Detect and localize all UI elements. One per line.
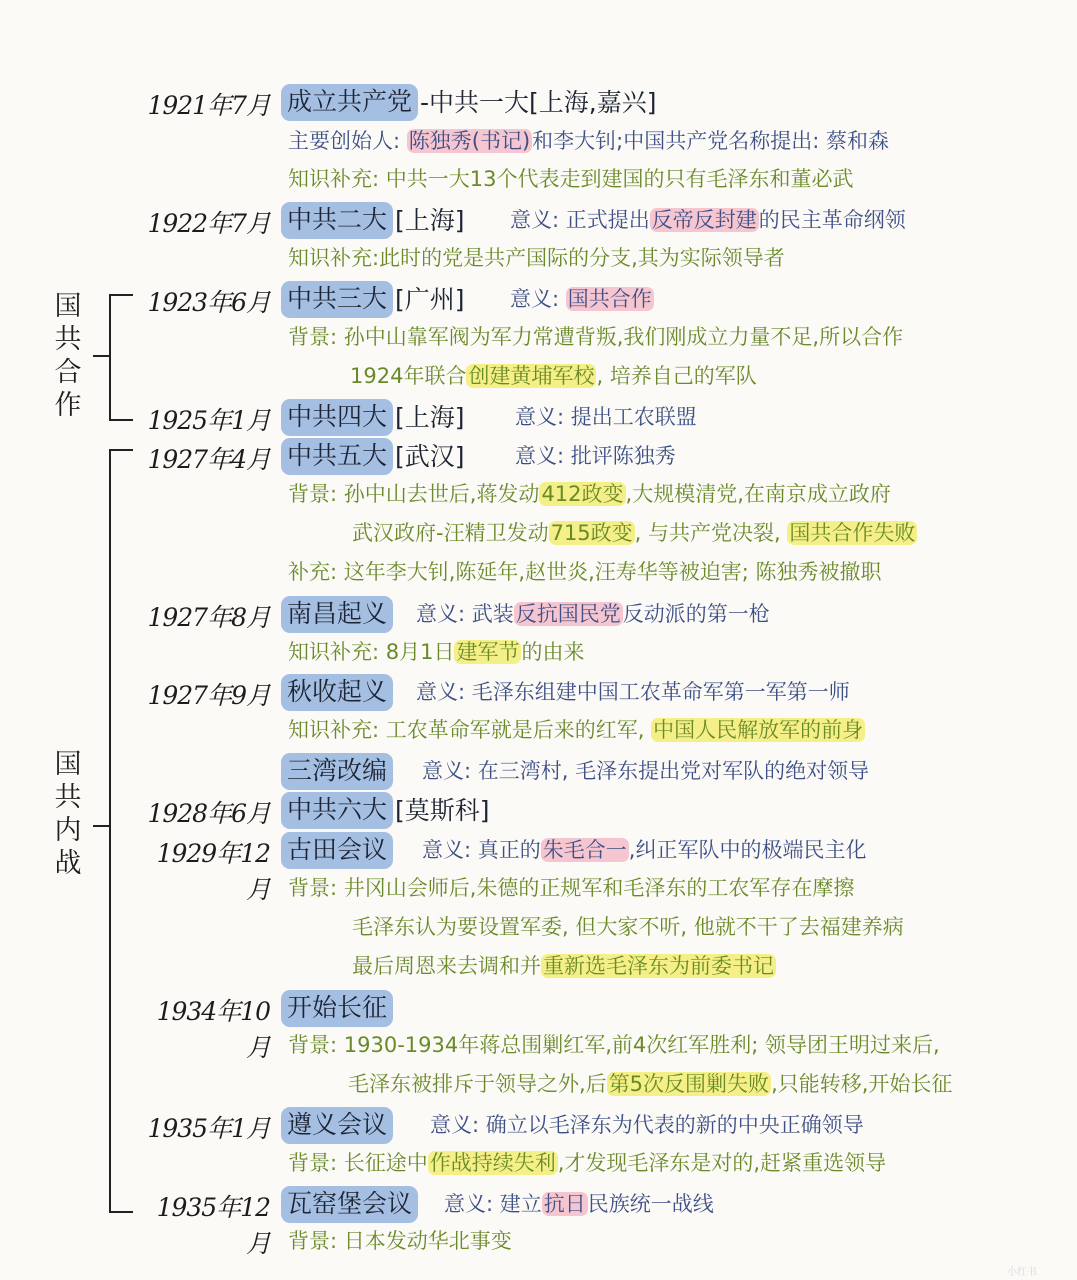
highlight-text: 朱毛合一 (542, 838, 627, 862)
event-location: -中共一大[上海,嘉兴] (420, 88, 657, 117)
entry-date: 1927年8月 (147, 603, 270, 632)
note-text: 知识补充: 8月1日 (288, 640, 455, 664)
event-tag (281, 399, 393, 436)
event-title: 中共三大 (287, 284, 388, 313)
event-meaning (422, 835, 866, 865)
meaning-text: 意义: 批评陈独秀 (515, 444, 676, 468)
highlight-text: 中国人民解放军的前身 (653, 718, 864, 742)
meaning-text: 意义: 建立 (444, 1192, 542, 1216)
note-line (288, 1030, 940, 1060)
meaning-text: 意义: 正式提出 (510, 208, 650, 232)
event-location: [上海] (395, 206, 465, 235)
group-bracket-tick (93, 355, 110, 357)
event-title: 中共四大 (287, 402, 388, 431)
note-text: 背景: 孙中山靠军阀为军力常遭背叛,我们刚成立力量不足,所以合作 (288, 325, 904, 349)
note-line (288, 322, 903, 352)
event-meaning (430, 1110, 864, 1140)
event-meaning (416, 677, 850, 707)
event-meaning (515, 441, 676, 471)
entry-date: 1925年1月 (147, 406, 270, 435)
event-meaning (515, 402, 697, 432)
highlight-text: 反抗国民党 (515, 602, 621, 626)
event-meaning (422, 756, 869, 786)
note-line (348, 1069, 952, 1099)
entry-date: 1935年1月 (147, 1114, 270, 1143)
meaning-text: 意义: 在三湾村, 毛泽东提出党对军队的绝对领导 (422, 759, 870, 783)
group-bracket-civil-war (109, 449, 133, 1213)
event-title: 秋收起义 (287, 677, 388, 706)
note-text: 知识补充: 工农革命军就是后来的红军, (288, 718, 652, 742)
meaning-text: 意义: 武装 (416, 602, 514, 626)
note-text: ,大规模清党,在南京成立政府 (625, 482, 891, 506)
meaning-text: 意义: 毛泽东组建中国工农革命军第一军第一师 (416, 680, 850, 704)
note-text: 1924年联合 (350, 364, 467, 388)
note-line (288, 1226, 512, 1256)
note-text: 最后周恩来去调和并 (352, 954, 541, 978)
event-tag (281, 792, 393, 829)
group-bracket-tick (93, 825, 110, 827)
watermark: 小红书 (1007, 1267, 1037, 1278)
note-line (288, 637, 584, 667)
entry-date: 1927年9月 (147, 681, 270, 710)
note-text: 补充: 这年李大钊,陈延年,赵世炎,汪寿华等被迫害; 陈独秀被撤职 (288, 560, 882, 584)
event-title: 古田会议 (287, 835, 388, 864)
event-title: 中共五大 (287, 441, 388, 470)
note-text: 主要创始人: (288, 129, 407, 153)
event-meaning (510, 205, 906, 235)
event-title: 开始长征 (287, 993, 388, 1022)
note-text: 武汉政府-汪精卫发动 (352, 521, 549, 545)
meaning-text: 意义: 提出工农联盟 (515, 405, 697, 429)
note-line (288, 1148, 886, 1178)
note-text: 知识补充:此时的党是共产国际的分支,其为实际领导者 (288, 246, 785, 270)
note-line (288, 873, 854, 903)
note-line (288, 479, 891, 509)
event-location: [广州] (395, 285, 465, 314)
meaning-text: 意义: 真正的 (422, 838, 541, 862)
note-text: , 培养自己的军队 (596, 364, 757, 388)
note-text: 毛泽东被排斥于领导之外,后 (348, 1072, 607, 1096)
event-location: [上海] (395, 403, 465, 432)
note-line (352, 951, 776, 981)
event-tag (281, 753, 393, 790)
detail-line (288, 126, 889, 156)
event-title: 南昌起义 (287, 599, 388, 628)
note-text: ,只能转移,开始长征 (771, 1072, 953, 1096)
group-label-cooperation: 国共合作 (54, 291, 82, 421)
event-title: 成立共产党 (287, 87, 413, 116)
event-title: 中共二大 (287, 205, 388, 234)
note-text: 毛泽东认为要设置军委, 但大家不听, 他就不干了去福建养病 (352, 915, 904, 939)
note-text: 知识补充: 中共一大13个代表走到建国的只有毛泽东和董必武 (288, 167, 854, 191)
highlight-text: 陈独秀(书记) (408, 129, 531, 153)
highlight-text: 715政变 (550, 521, 633, 545)
highlight-text: 创建黄埔军校 (468, 364, 595, 388)
note-line (288, 557, 882, 587)
event-meaning (510, 284, 654, 314)
highlight-text: 抗日 (543, 1192, 586, 1216)
note-text: 背景: 井冈山会师后,朱德的正规军和毛泽东的工农军存在摩擦 (288, 876, 855, 900)
note-line (350, 361, 757, 391)
note-line (352, 518, 917, 548)
highlight-text: 国共合作失败 (789, 521, 916, 545)
event-tag (281, 832, 393, 869)
entry-date: 1927年4月 (147, 445, 270, 474)
meaning-text: 反动派的第一枪 (622, 602, 770, 626)
event-tag (281, 281, 393, 318)
note-line (288, 243, 785, 273)
entry-date: 1923年6月 (147, 288, 270, 317)
event-location: [莫斯科] (395, 796, 490, 825)
meaning-text: 民族统一战线 (587, 1192, 714, 1216)
entry-date: 1922年7月 (147, 209, 270, 238)
group-label-civil-war: 国共内战 (54, 749, 82, 879)
note-text: 背景: 长征途中 (288, 1151, 428, 1175)
event-location: [武汉] (395, 442, 465, 471)
entry-date: 1929年12月 (156, 839, 270, 904)
event-title: 中共六大 (287, 795, 388, 824)
entry-date: 1921年7月 (147, 91, 270, 120)
note-text: 背景: 1930-1934年蒋总围剿红军,前4次红军胜利; 领导团王明过来后, (288, 1033, 940, 1057)
note-text: , 与共产党决裂, (634, 521, 788, 545)
note-line (288, 715, 865, 745)
event-tag (281, 674, 393, 711)
event-tag (281, 596, 393, 633)
event-title: 三湾改编 (287, 756, 388, 785)
highlight-text: 反帝反封建 (651, 208, 757, 232)
event-title: 瓦窑堡会议 (287, 1189, 413, 1218)
note-line (352, 912, 904, 942)
meaning-text: 意义: (510, 287, 566, 311)
event-tag (281, 202, 393, 239)
meaning-text: 意义: 确立以毛泽东为代表的新的中央正确领导 (430, 1113, 864, 1137)
meaning-text: 的民主革命纲领 (758, 208, 906, 232)
event-tag (281, 1186, 418, 1223)
event-meaning (444, 1189, 714, 1219)
event-tag (281, 84, 418, 121)
event-meaning (416, 599, 770, 629)
event-tag (281, 438, 393, 475)
entry-date: 1935年12月 (156, 1193, 270, 1258)
event-title: 遵义会议 (287, 1110, 388, 1139)
meaning-text: ,纠正军队中的极端民主化 (628, 838, 867, 862)
highlight-text: 重新选毛泽东为前委书记 (543, 954, 774, 978)
note-text: 和李大钊;中国共产党名称提出: 蔡和森 (532, 129, 889, 153)
highlight-text: 国共合作 (567, 287, 652, 311)
note-text: 背景: 日本发动华北事变 (288, 1229, 512, 1253)
event-tag (281, 990, 393, 1027)
highlight-text: 412政变 (541, 482, 624, 506)
note-text: ,才发现毛泽东是对的,赶紧重选领导 (557, 1151, 887, 1175)
note-line (288, 164, 853, 194)
group-bracket-cooperation (109, 294, 133, 421)
highlight-text: 第5次反围剿失败 (608, 1072, 770, 1096)
entry-date: 1934年10月 (156, 997, 270, 1062)
highlight-text: 建军节 (456, 640, 520, 664)
highlight-text: 作战持续失利 (429, 1151, 556, 1175)
entry-date: 1928年6月 (147, 799, 270, 828)
note-text: 背景: 孙中山去世后,蒋发动 (288, 482, 540, 506)
event-tag (281, 1107, 393, 1144)
note-text: 的由来 (521, 640, 585, 664)
